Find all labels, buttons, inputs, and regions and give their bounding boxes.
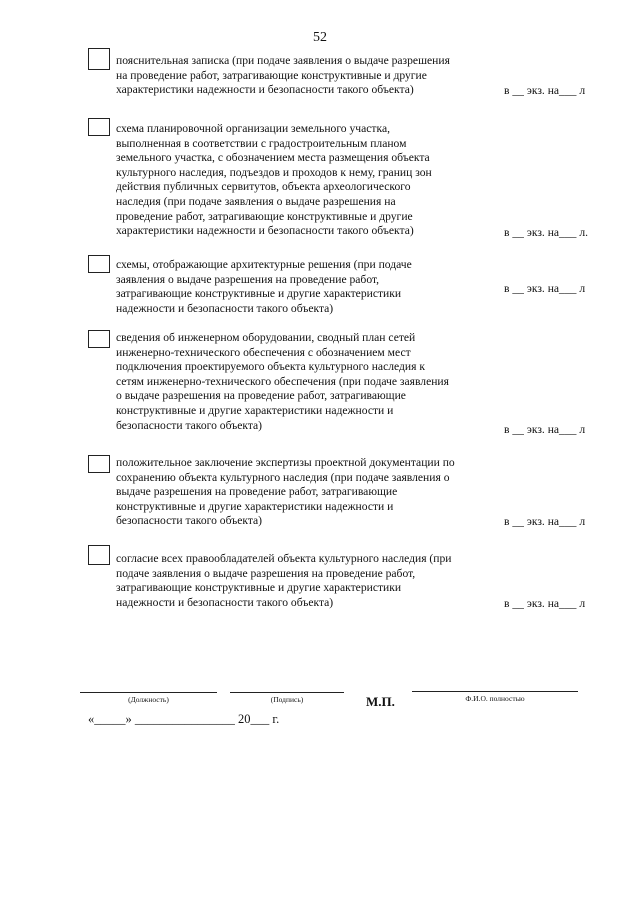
copies-field: в __ экз. на___ л: [504, 597, 586, 610]
copies-field: в __ экз. на___ л: [504, 515, 586, 528]
full-name-line: [412, 691, 578, 692]
signature-line: [230, 692, 344, 693]
item-text: положительное заключение экспертизы проектной документации по сохранению объекта культурного наследия (при подаче заявления о выдаче разрешения на проведение работ, затрагивающие конструктивные и другие характеристики надежности и безопасности такого объекта): [116, 456, 455, 528]
checkbox-engineering-equipment[interactable]: [88, 330, 110, 348]
copies-field: в __ экз. на___ л: [504, 423, 586, 436]
signature-caption: (Подпись): [270, 695, 304, 704]
item-text: согласие всех правообладателей объекта культурного наследия (при подаче заявления о выдаче разрешения на проведение работ, затрагивающие конструктивные и другие характеристики надежности и безопасности такого объекта): [116, 552, 452, 609]
checkbox-site-plan[interactable]: [88, 118, 110, 136]
position-line: [80, 692, 217, 693]
copies-field: в __ экз. на___ л: [504, 84, 586, 97]
date-line: «_____» ________________ 20___ г.: [88, 712, 280, 726]
item-text: сведения об инженерном оборудовании, сводный план сетей инженерно-технического обеспечения с обозначением мест подключения проектируемого объекта культурного наследия к сетям инженерно-технического обеспечения (при подаче заявления о выдаче разрешения на проведение работ, затрагивающие конструктивные и другие характеристики надежности и безопасности такого объекта): [116, 331, 449, 432]
copies-field: в __ экз. на___ л: [504, 282, 586, 295]
item-text: схемы, отображающие архитектурные решения (при подаче заявления о выдаче разрешения на проведение работ, затрагивающие конструктивные и другие характеристики надежности и безопасности такого объекта): [116, 258, 412, 315]
stamp-label: М.П.: [366, 694, 395, 709]
page-number: 52: [313, 30, 327, 45]
checkbox-owners-consent[interactable]: [88, 545, 110, 565]
item-text: пояснительная записка (при подаче заявления о выдаче разрешения на проведение работ, затрагивающие конструктивные и другие характеристики надежности и безопасности такого объекта): [116, 54, 450, 97]
checkbox-expert-conclusion[interactable]: [88, 455, 110, 473]
position-caption: (Должность): [128, 695, 169, 704]
item-text: схема планировочной организации земельного участка, выполненная в соответствии с градостроительным планом земельного участка, с обозначением места размещения объекта культурного наследия, подъездов и проходов к нему, границ зон действия публичных сервитутов, объекта археологического наследия (при подаче заявления о выдаче разрешения на проведение работ, затрагивающие конструктивные и другие характеристики надежности и безопасности такого объекта): [116, 122, 432, 238]
full-name-caption: Ф.И.О. полностью: [465, 694, 525, 703]
checkbox-architectural-schemes[interactable]: [88, 255, 110, 273]
copies-field: в __ экз. на___ л.: [504, 226, 589, 239]
checkbox-explanatory-note[interactable]: [88, 48, 110, 70]
